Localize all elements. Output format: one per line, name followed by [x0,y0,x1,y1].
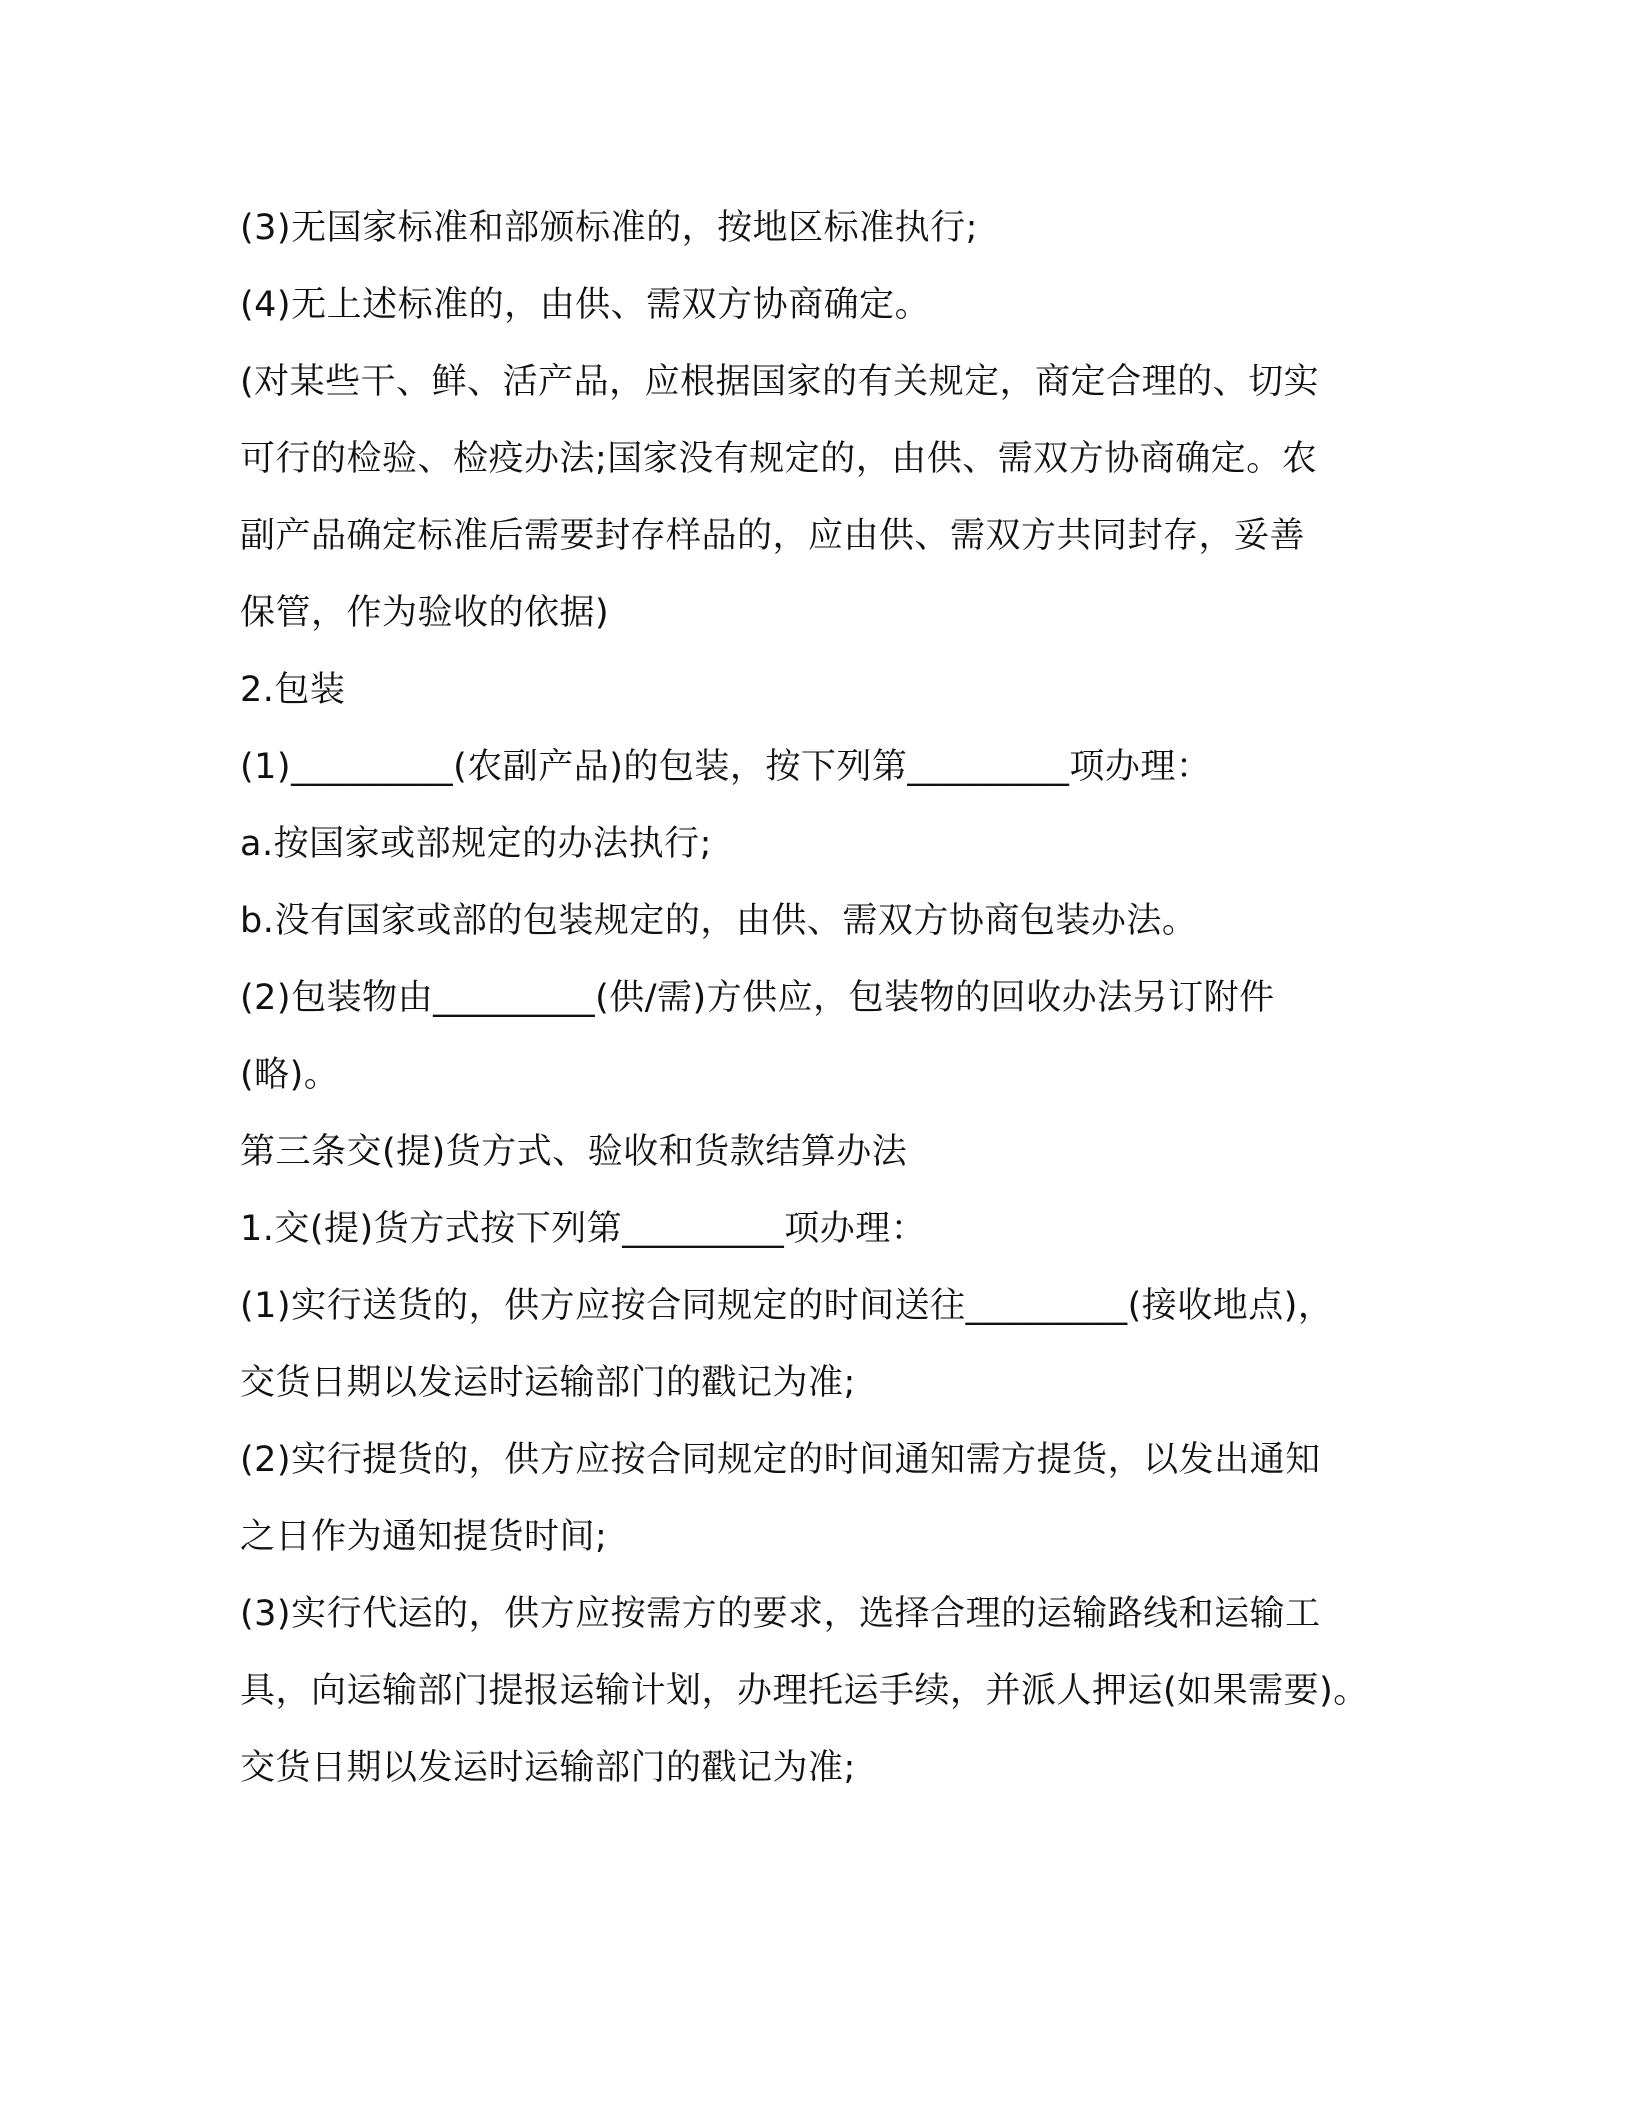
text-line: 交货日期以发运时运输部门的戳记为准; [240,1363,856,1403]
section-heading: 2.包装 [240,670,346,710]
text-line: 1.交(提)货方式按下列第_________项办理： [240,1209,927,1249]
text-line: b.没有国家或部的包装规定的，由供、需双方协商包装办法。 [240,901,1198,941]
text-line: (4)无上述标准的，由供、需双方协商确定。 [240,285,931,325]
text-line: 保管，作为验收的依据) [240,593,610,633]
text-line: (3)实行代运的，供方应按需方的要求，选择合理的运输路线和运输工 [240,1594,1321,1634]
text-line: (略)。 [240,1055,340,1095]
text-line: 副产品确定标准后需要封存样品的，应由供、需双方共同封存，妥善 [240,516,1306,556]
text-line: 交货日期以发运时运输部门的戳记为准; [240,1748,856,1788]
article-heading: 第三条交(提)货方式、验收和货款结算办法 [240,1132,908,1172]
text-line: 可行的检验、检疫办法;国家没有规定的，由供、需双方协商确定。农 [240,439,1318,479]
text-line: 具，向运输部门提报运输计划，办理托运手续，并派人押运(如果需要)。 [240,1671,1369,1711]
text-line: (1)实行送货的，供方应按合同规定的时间送往_________(接收地点)， [240,1286,1334,1326]
text-line: (2)实行提货的，供方应按合同规定的时间通知需方提货，以发出通知 [240,1440,1321,1480]
text-line: (对某些干、鲜、活产品，应根据国家的有关规定，商定合理的、切实 [240,362,1320,402]
document-body [240,190,1420,1807]
text-line: (1)_________(农副产品)的包装，按下列第_________项办理： [240,747,1212,787]
text-line: a.按国家或部规定的办法执行; [240,824,712,864]
text-line: 之日作为通知提货时间; [240,1517,608,1557]
text-line: (3)无国家标准和部颁标准的，按地区标准执行; [240,208,978,248]
text-line: (2)包装物由_________(供/需)方供应，包装物的回收办法另订附件 [240,978,1275,1018]
